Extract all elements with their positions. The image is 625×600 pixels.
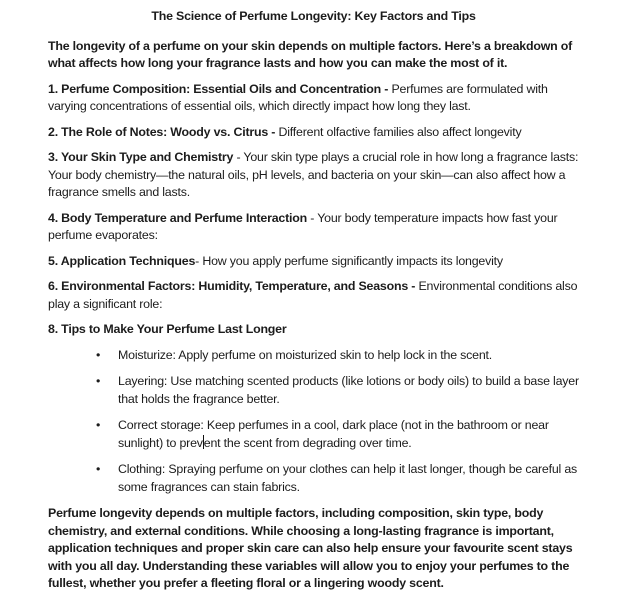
numbered-item-5-heading: 5. Application Techniques [48,253,196,268]
numbered-item-2-heading: 2. The Role of Notes: Woody vs. Citrus - [48,124,279,139]
list-item-clothing-text: Clothing: Spraying perfume on your clothes can help it last longer, though be careful as some fragrances can stain fabrics. [118,462,578,494]
numbered-item-3-heading: 3. Your Skin Type and Chemistry [48,150,234,164]
intro-paragraph: The longevity of a perfume on your skin depends on multiple factors. Here’s a breakdown of what affects how long your fragrance lasts and how you can make the most of it. [48,38,573,70]
numbered-item-5 [48,253,579,271]
list-item-moisturize [96,347,579,365]
list-item-storage-text-after-cursor: ent the scent from degrading over time. [203,435,412,450]
closing-paragraph: Perfume longevity depends on multiple factors, including composition, skin type, body chemistry, and external conditions. While choosing a long-lasting fragrance is important, application techniques and proper skin care can also help ensure your favourite scent stays with you all day. Understanding these variables will allow you to enjoy your perfumes to the fullest, whether you prefer a fleeting floral or a lingering woody scent. [48,506,573,590]
numbered-item-6-body: Environmental conditions also play a significant role: [48,279,578,311]
tips-heading: 8. Tips to Make Your Perfume Last Longer [48,322,287,336]
numbered-item-2 [48,124,579,142]
list-item-clothing [96,461,579,496]
numbered-item-1-heading: 1. Perfume Composition: Essential Oils and Concentration - [48,81,392,96]
numbered-item-6 [48,278,579,313]
list-item-moisturize-text: Moisturize: Apply perfume on moisturized skin to help lock in the scent. [118,347,493,362]
numbered-item-3 [48,149,579,202]
list-item-storage [96,417,579,452]
list-item-storage-text-before-cursor: Correct storage: Keep perfumes in a cool, dark place (not in the bathroom or near sunlight) to prev [118,418,549,450]
tips-list [48,347,579,497]
numbered-item-6-heading: 6. Environmental Factors: Humidity, Temperature, and Seasons - [48,279,419,293]
list-item-layering [96,373,579,408]
numbered-item-1-body: Perfumes are formulated with varying concentrations of essential oils, which directly impact how long they last. [48,81,548,113]
numbered-item-2-body: Different olfactive families also affect longevity [278,124,522,139]
numbered-item-4-heading: 4. Body Temperature and Perfume Interaction [48,210,308,225]
numbered-item-5-body: - How you apply perfume significantly impacts its longevity [195,253,503,268]
numbered-item-4-body: - Your body temperature impacts how fast your perfume evaporates: [48,210,558,242]
list-item-layering-text: Layering: Use matching scented products (like lotions or body oils) to build a base layer that holds the fragrance better. [118,374,579,406]
numbered-item-4 [48,210,579,245]
numbered-item-1 [48,81,579,116]
document-title: The Science of Perfume Longevity: Key Factors and Tips [151,9,476,23]
numbered-item-3-body: - Your skin type plays a crucial role in how long a fragrance lasts: Your body chemistry—the natural oils, pH levels, and bacteria on your skin—can also affect how a fragrance smells and lasts. [48,150,579,199]
